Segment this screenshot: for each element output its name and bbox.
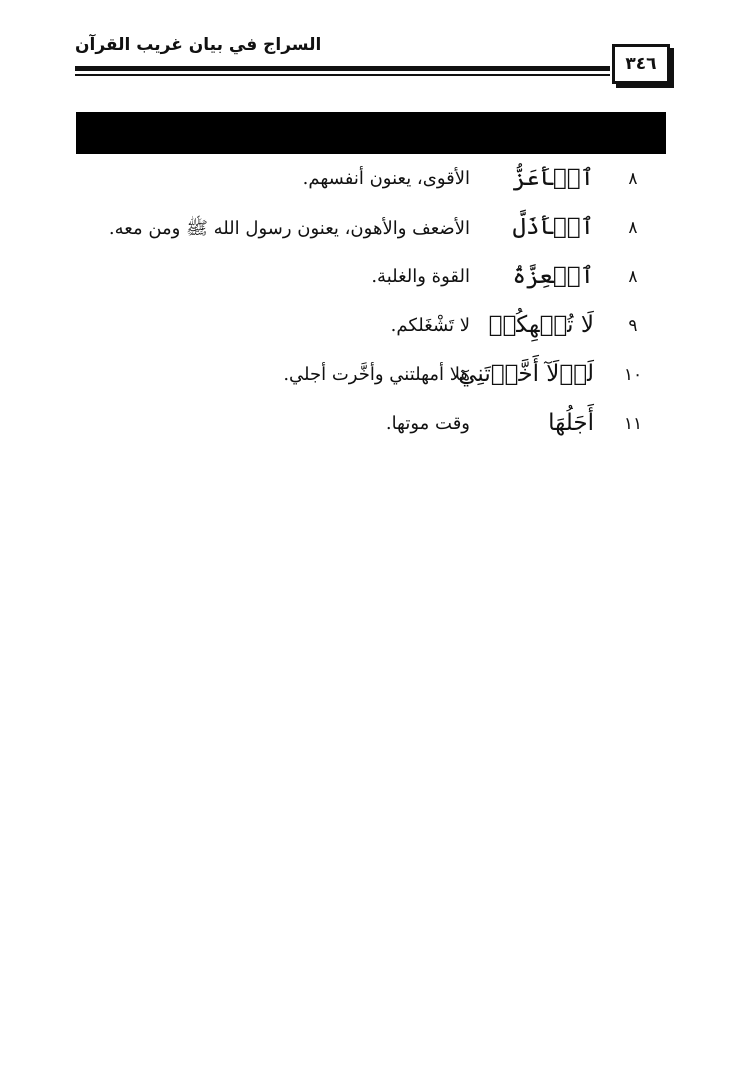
word-meaning: الأضعف والأهون، يعنون رسول الله ﷺ ومن معه.	[108, 218, 470, 239]
verse-number: ٨	[628, 267, 638, 287]
glossary-row	[76, 356, 666, 405]
quran-word: لَوۡلَآ أَخَّرۡتَنِيٓ	[458, 361, 594, 387]
glossary-row	[76, 258, 666, 307]
page-number: ٣٤٦	[612, 44, 670, 84]
glossary-table	[76, 160, 666, 454]
surah-title-band	[76, 112, 666, 154]
glossary-row	[76, 405, 666, 454]
verse-number: ٩	[628, 316, 638, 336]
quran-word: ٱلۡعِزَّةُ	[512, 263, 594, 289]
word-meaning: الأقوى، يعنون أنفسهم.	[302, 168, 470, 189]
header-rule	[75, 66, 610, 71]
page-header	[70, 30, 670, 92]
quran-word: ٱلۡأَذَلَّ	[512, 214, 594, 240]
header-rule-thin	[75, 74, 610, 76]
word-meaning: لا تَشْغَلكم.	[390, 315, 470, 336]
verse-number: ١١	[623, 414, 643, 434]
book-title: السراج في بيان غريب القرآن	[75, 35, 322, 55]
verse-number: ١٠	[623, 365, 643, 385]
word-meaning: هلا أمهلتني وأخَّرت أجلي.	[283, 364, 470, 385]
glossary-row	[76, 160, 666, 209]
quran-word: ٱلۡأَعَزُّ	[512, 165, 594, 191]
glossary-row	[76, 307, 666, 356]
verse-number: ٨	[628, 218, 638, 238]
glossary-row	[76, 209, 666, 258]
word-meaning: القوة والغلبة.	[371, 266, 470, 287]
word-meaning: وقت موتها.	[385, 413, 470, 434]
quran-word: لَا تُلۡهِكُمۡ	[488, 312, 594, 338]
quran-word: أَجَلُهَا	[548, 410, 594, 436]
verse-number: ٨	[628, 169, 638, 189]
